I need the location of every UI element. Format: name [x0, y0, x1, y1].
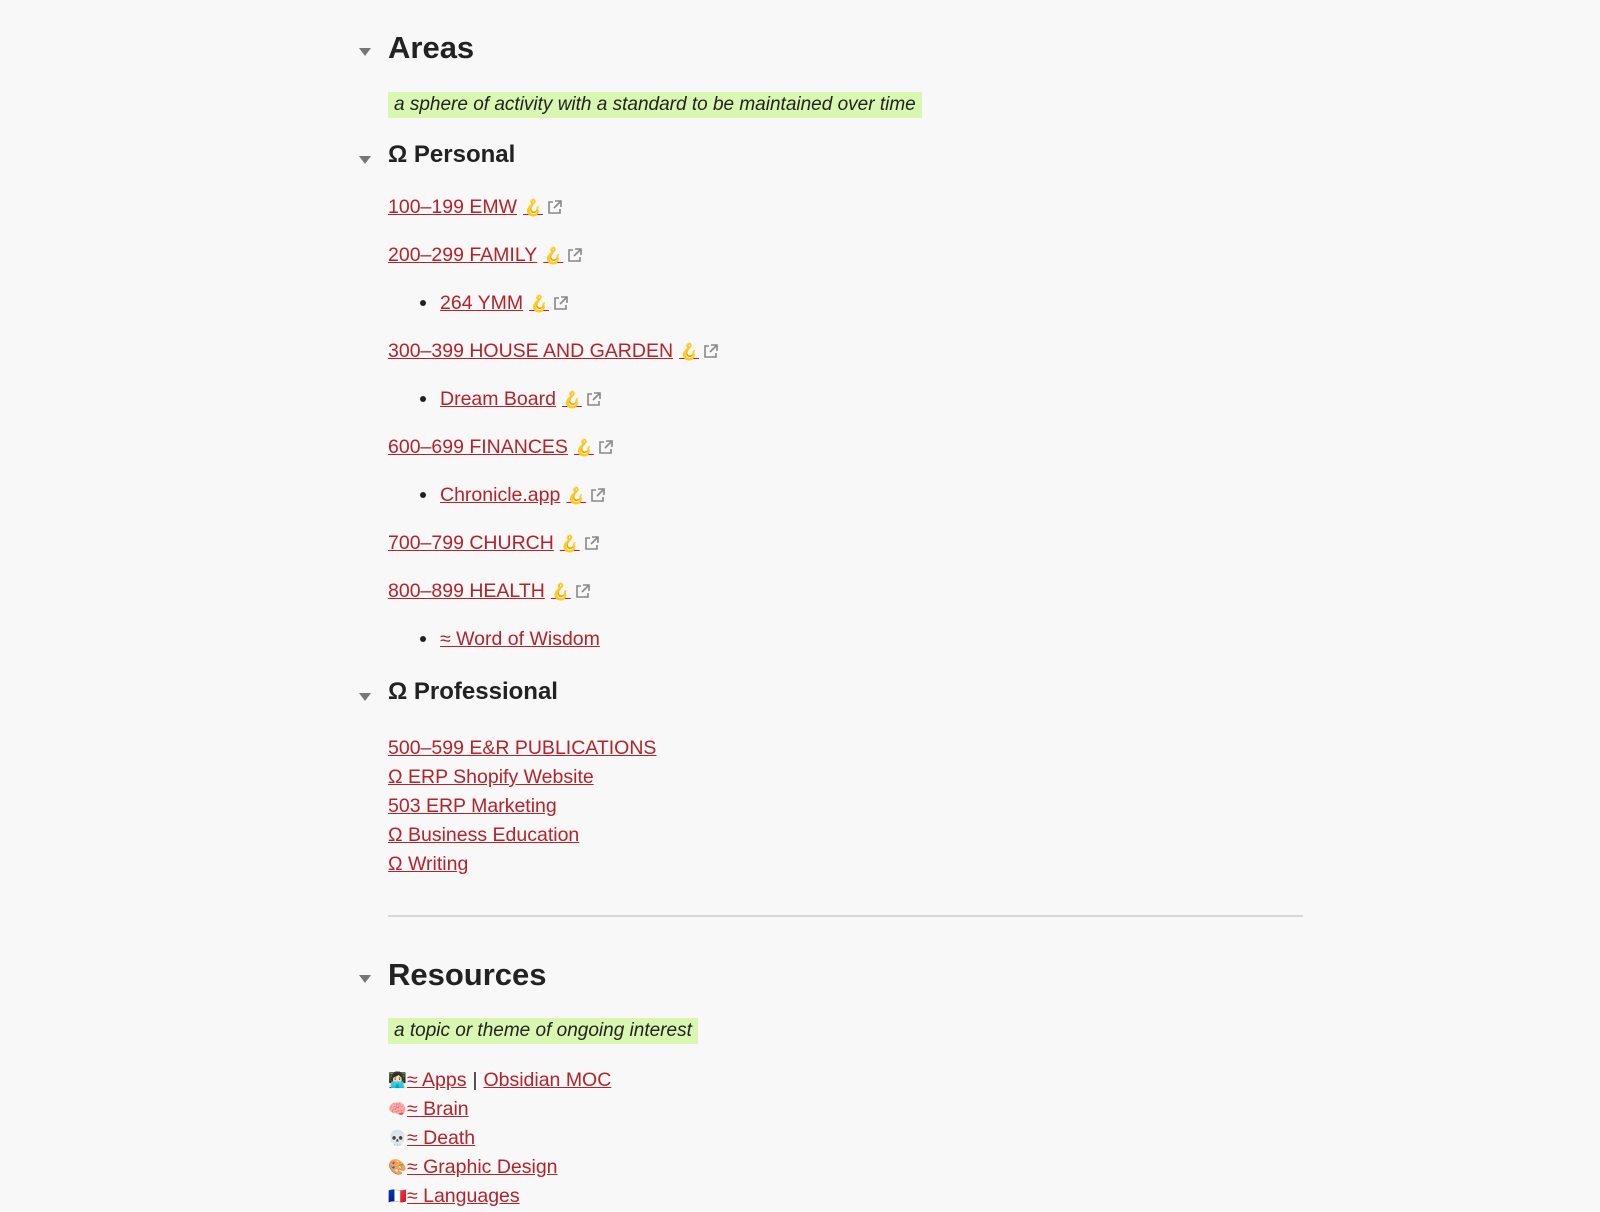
hook-icon: 🪝: [550, 584, 571, 601]
hook-icon: 🪝: [679, 344, 699, 361]
list-item: [388, 193, 562, 223]
external-link-icon[interactable]: [590, 488, 605, 503]
hook-icon: 🪝: [559, 536, 580, 553]
list-item: [388, 792, 557, 822]
external-link-icon[interactable]: [553, 296, 568, 311]
hook-icon: 🪝: [543, 248, 564, 265]
link-business-education[interactable]: Ω Business Education: [388, 824, 580, 846]
link-erp-marketing[interactable]: 503 ERP Marketing: [388, 795, 557, 817]
flag-france-icon: 🇫🇷: [388, 1188, 407, 1205]
link-erp-shopify[interactable]: Ω ERP Shopify Website: [388, 766, 594, 788]
list-item: [388, 529, 599, 559]
hook-icon: 🪝: [566, 488, 587, 505]
resources-description-row: [388, 1018, 698, 1044]
list-item: [388, 385, 601, 415]
technologist-icon: 👩🏻‍💻: [388, 1072, 407, 1089]
link-health[interactable]: 800–899 HEALTH: [388, 580, 545, 602]
link-graphic-design[interactable]: ≈ Graphic Design: [407, 1156, 558, 1178]
personal-heading-row: [388, 139, 515, 171]
areas-description: a sphere of activity with a standard to be maintained over time: [388, 92, 922, 118]
external-link-icon[interactable]: [586, 392, 601, 407]
list-item: [388, 433, 613, 463]
areas-title: Areas: [388, 30, 475, 65]
list-item: [388, 337, 718, 367]
resources-title: Resources: [388, 957, 547, 992]
link-death[interactable]: ≈ Death: [407, 1127, 476, 1149]
palette-icon: 🎨: [388, 1159, 407, 1176]
list-item: [388, 850, 468, 880]
separator: |: [472, 1070, 478, 1091]
link-finances[interactable]: 600–699 FINANCES: [388, 436, 568, 458]
link-word-of-wisdom[interactable]: ≈ Word of Wisdom: [440, 628, 600, 650]
link-brain[interactable]: ≈ Brain: [407, 1098, 469, 1120]
list-item: [388, 1066, 611, 1096]
link-family[interactable]: 200–299 FAMILY: [388, 244, 538, 266]
link-dream-board[interactable]: Dream Board: [440, 388, 556, 410]
collapse-personal-icon[interactable]: [359, 156, 371, 164]
link-church[interactable]: 700–799 CHURCH: [388, 532, 554, 554]
divider: [388, 915, 1303, 917]
list-item: [388, 289, 568, 319]
external-link-icon[interactable]: [547, 200, 562, 215]
resources-heading-row: [388, 955, 547, 995]
bullet: [420, 636, 426, 642]
link-obsidian-moc[interactable]: Obsidian MOC: [483, 1069, 612, 1091]
collapse-resources-icon[interactable]: [359, 975, 371, 983]
list-item: [388, 821, 579, 851]
bullet: [420, 396, 426, 402]
bullet: [420, 492, 426, 498]
hook-icon: 🪝: [573, 440, 594, 457]
resources-description: a topic or theme of ongoing interest: [388, 1018, 698, 1044]
list-item: [388, 1095, 469, 1125]
external-link-icon[interactable]: [575, 584, 590, 599]
skull-icon: 💀: [388, 1130, 407, 1147]
brain-icon: 🧠: [388, 1101, 407, 1118]
link-languages[interactable]: ≈ Languages: [407, 1185, 520, 1207]
list-item: [388, 1153, 558, 1183]
collapse-areas-icon[interactable]: [359, 48, 371, 56]
link-writing[interactable]: Ω Writing: [388, 853, 469, 875]
list-item: [388, 241, 582, 271]
link-emw[interactable]: 100–199 EMW: [388, 196, 517, 218]
bullet: [420, 300, 426, 306]
link-ymm[interactable]: 264 YMM: [440, 292, 524, 314]
hook-icon: 🪝: [529, 296, 550, 313]
link-apps[interactable]: ≈ Apps: [407, 1069, 467, 1091]
link-er-publications[interactable]: 500–599 E&R PUBLICATIONS: [388, 737, 657, 759]
professional-title: Ω Professional: [388, 678, 558, 705]
areas-description-row: [388, 92, 922, 118]
hook-icon: 🪝: [561, 392, 582, 409]
list-item: [388, 481, 605, 511]
list-item: [388, 763, 594, 793]
list-item: [388, 734, 656, 764]
external-link-icon[interactable]: [703, 344, 718, 359]
list-item: [388, 625, 600, 655]
areas-heading-row: [388, 28, 474, 68]
external-link-icon[interactable]: [598, 440, 613, 455]
hook-icon: 🪝: [523, 200, 543, 217]
personal-title: Ω Personal: [388, 141, 516, 168]
external-link-icon[interactable]: [567, 248, 582, 263]
collapse-professional-icon[interactable]: [359, 693, 371, 701]
list-item: [388, 577, 590, 607]
list-item: [388, 1124, 475, 1154]
link-house-garden[interactable]: 300–399 HOUSE AND GARDEN: [388, 340, 674, 362]
link-chronicle[interactable]: Chronicle.app: [440, 484, 561, 506]
external-link-icon[interactable]: [584, 536, 599, 551]
list-item: [388, 1182, 520, 1212]
professional-heading-row: [388, 676, 558, 708]
